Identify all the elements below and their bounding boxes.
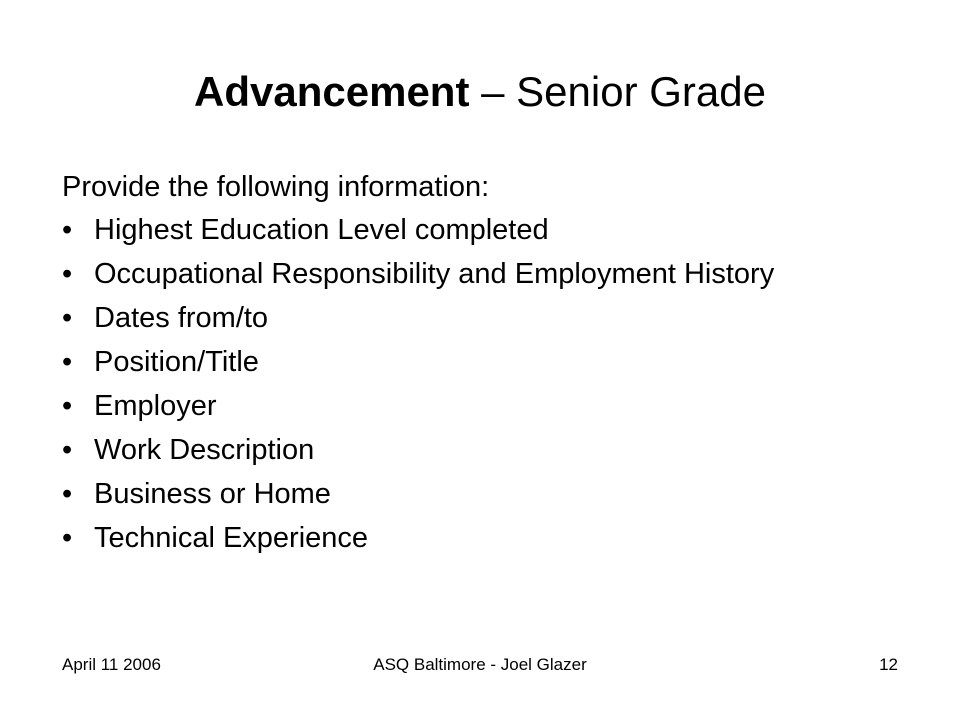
- bullet-list: [62, 214, 862, 566]
- footer-date: April 11 2006: [62, 655, 161, 674]
- bullet-item: [62, 258, 862, 290]
- bullet-text: Business or Home: [94, 478, 331, 510]
- title-rest-part: – Senior Grade: [469, 68, 766, 115]
- bullet-text: Technical Experience: [94, 522, 369, 554]
- bullet-text: Position/Title: [94, 346, 259, 378]
- bullet-item: [62, 346, 862, 378]
- bullet-dot: •: [62, 434, 73, 466]
- bullet-item: [62, 390, 862, 422]
- bullet-dot: •: [62, 478, 73, 510]
- bullet-item: [62, 522, 862, 554]
- bullet-dot: •: [62, 522, 73, 554]
- intro-text: Provide the following information:: [62, 171, 490, 203]
- bullet-dot: •: [62, 346, 73, 378]
- bullet-text: Occupational Responsibility and Employment History: [94, 258, 775, 290]
- bullet-dot: •: [62, 390, 73, 422]
- bullet-dot: •: [62, 214, 73, 246]
- bullet-text: Employer: [94, 390, 217, 422]
- footer-presenter: ASQ Baltimore - Joel Glazer: [373, 655, 587, 674]
- bullet-item: [62, 214, 862, 246]
- bullet-item: [62, 478, 862, 510]
- bullet-dot: •: [62, 258, 73, 290]
- bullet-dot: •: [62, 302, 73, 334]
- bullet-text: Work Description: [94, 434, 315, 466]
- footer-page-number: 12: [879, 655, 898, 674]
- title-bold-part: Advancement: [194, 68, 470, 115]
- bullet-text: Highest Education Level completed: [94, 214, 549, 246]
- bullet-item: [62, 302, 862, 334]
- slide-title: [0, 62, 960, 122]
- bullet-item: [62, 434, 862, 466]
- bullet-text: Dates from/to: [94, 302, 269, 334]
